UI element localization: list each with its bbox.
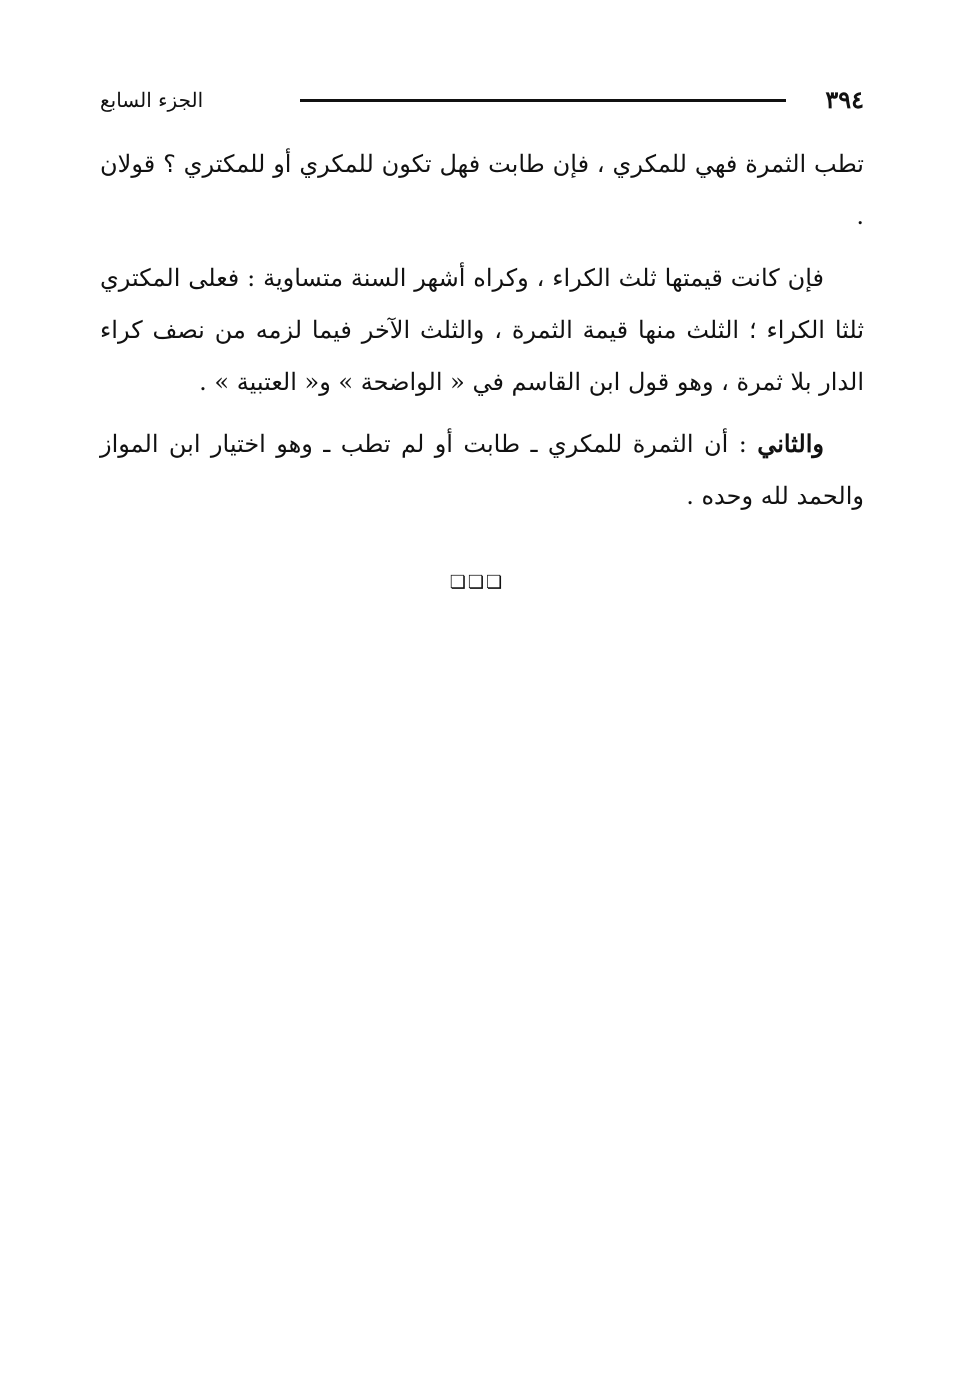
page-number: ٣٩٤ <box>825 85 864 114</box>
section-end-mark: ❏❏❏ <box>449 572 505 593</box>
page-header <box>100 80 864 120</box>
header-rule <box>300 99 786 102</box>
paragraph-1: تطب الثمرة فهي للمكري ، فإن طابت فهل تكون للمكري أو للمكتري ؟ قولان . <box>100 150 864 230</box>
main-text <box>100 138 864 532</box>
volume-title: الجزء السابع <box>100 88 204 112</box>
paragraph-3-lead: والثاني <box>757 429 824 458</box>
paragraph-3-rest: : أن الثمرة للمكري ـ طابت أو لم تطب ـ وهو اختيار ابن المواز والحمد لله وحده . <box>100 430 864 510</box>
paragraph-2: فإن كانت قيمتها ثلث الكراء ، وكراه أشهر السنة متساوية : فعلى المكتري ثلثا الكراء ؛ الثلث منها قيمة الثمرة ، والثلث الآخر فيما لزمه من نصف كراء الدار بلا ثمرة ، وهو قول ابن القاسم في « الواضحة » و« العتبية » . <box>100 264 864 396</box>
paragraph-3 <box>100 418 864 522</box>
